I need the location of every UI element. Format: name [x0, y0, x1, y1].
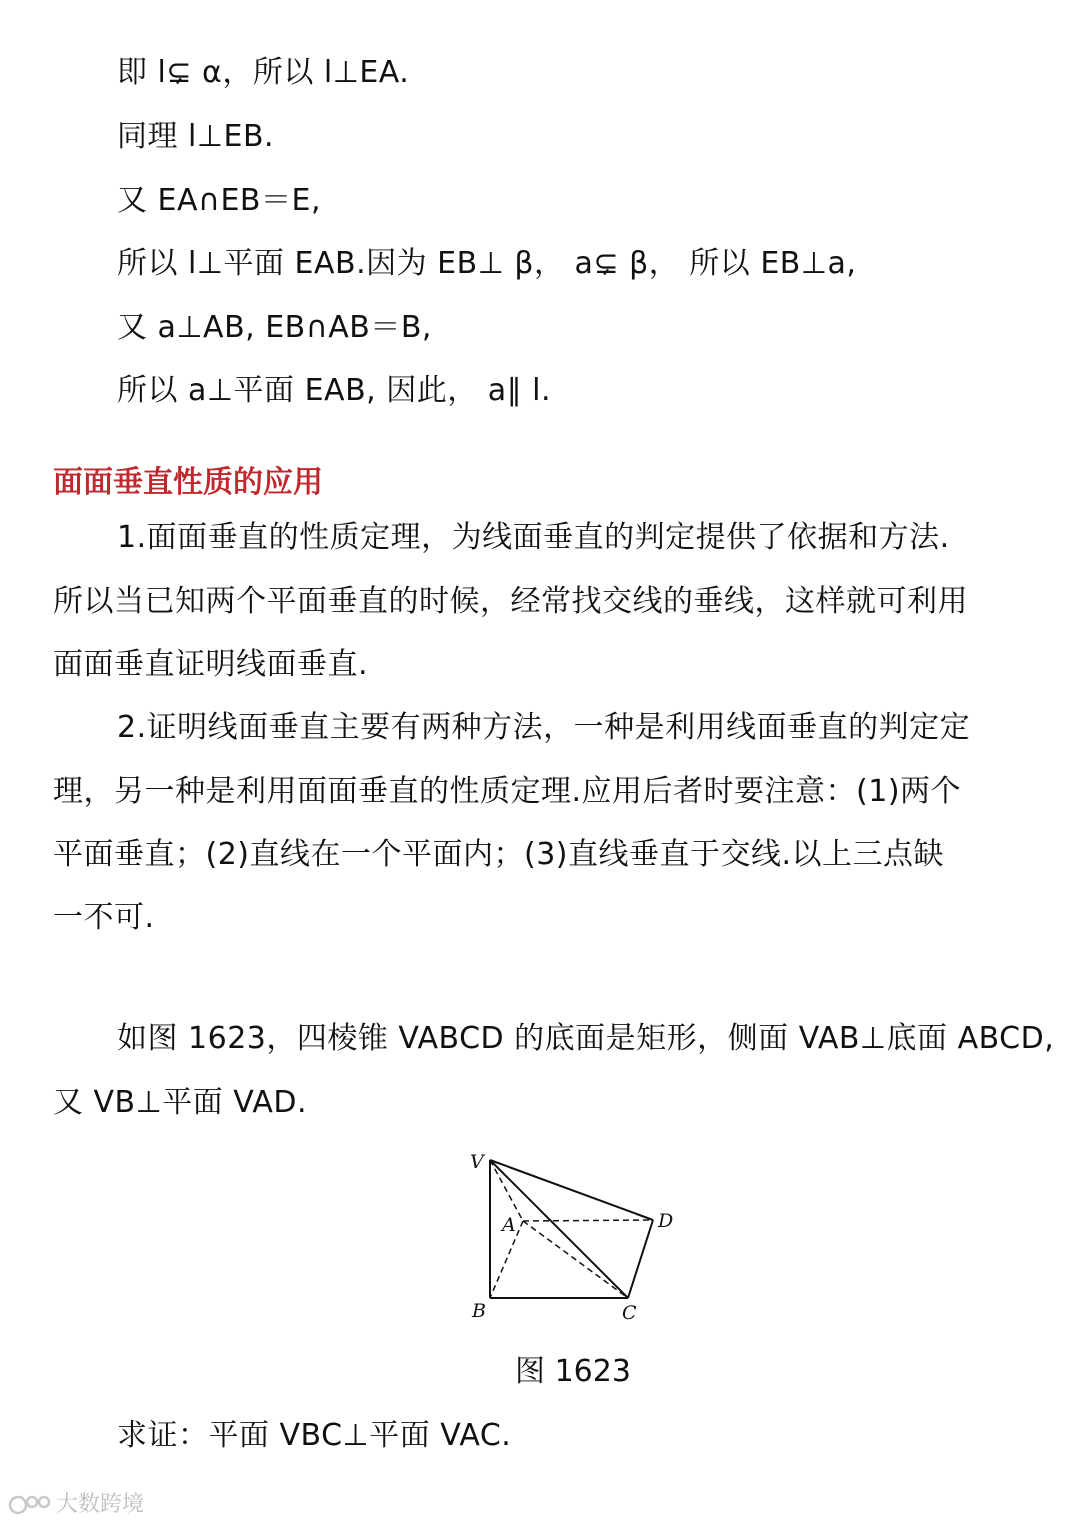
paragraph2-line-3: 平面垂直；(2)直线在一个平面内；(3)直线垂直于交线.以上三点缺 — [53, 837, 945, 872]
watermark-logo-icon — [8, 1493, 52, 1517]
paragraph2-line-4: 一不可. — [53, 900, 155, 935]
problem-line-2: 又 VB⊥平面 VAD. — [53, 1085, 308, 1120]
edge-AC — [523, 1221, 628, 1298]
problem-line-1: 如图 1623，四棱锥 VABCD 的底面是矩形，侧面 VAB⊥底面 ABCD, — [117, 1021, 1055, 1056]
label-B: B — [472, 1300, 486, 1322]
figure-caption: 图 1623 — [515, 1354, 631, 1389]
proof-line-6: 所以 a⊥平面 EAB, 因此， a∥ l. — [117, 373, 552, 408]
paragraph2-line-2: 理，另一种是利用面面垂直的性质定理.应用后者时要注意：(1)两个 — [53, 774, 962, 809]
edge-VA — [490, 1160, 523, 1221]
proof-line-1: 即 l⊊ α，所以 l⊥EA. — [117, 55, 410, 90]
paragraph1-line-2: 所以当已知两个平面垂直的时候，经常找交线的垂线，这样就可利用 — [53, 584, 968, 619]
proof-line-5: 又 a⊥AB, EB∩AB＝B, — [117, 310, 432, 345]
edge-VD — [490, 1160, 653, 1220]
label-C: C — [622, 1302, 637, 1324]
label-V: V — [470, 1151, 484, 1173]
paragraph1-line-3: 面面垂直证明线面垂直. — [53, 647, 369, 682]
label-A: A — [502, 1214, 516, 1236]
paragraph2-line-1: 2.证明线面垂直主要有两种方法，一种是利用线面垂直的判定定 — [117, 710, 971, 745]
proof-line-2: 同理 l⊥EB. — [117, 119, 275, 154]
pyramid-figure — [460, 1145, 700, 1330]
edge-AD — [523, 1220, 653, 1221]
proof-line-3: 又 EA∩EB＝E, — [117, 183, 321, 218]
section-title: 面面垂直性质的应用 — [53, 465, 323, 500]
label-D: D — [658, 1210, 674, 1232]
watermark — [8, 1490, 144, 1520]
watermark-text: 大数跨境 — [56, 1492, 145, 1517]
paragraph1-line-1: 1.面面垂直的性质定理，为线面垂直的判定提供了依据和方法. — [117, 520, 950, 555]
prove-statement: 求证：平面 VBC⊥平面 VAC. — [117, 1418, 512, 1453]
edge-CD — [628, 1220, 653, 1298]
proof-line-4: 所以 l⊥平面 EAB.因为 EB⊥ β， a⊊ β， 所以 EB⊥a, — [117, 246, 857, 281]
